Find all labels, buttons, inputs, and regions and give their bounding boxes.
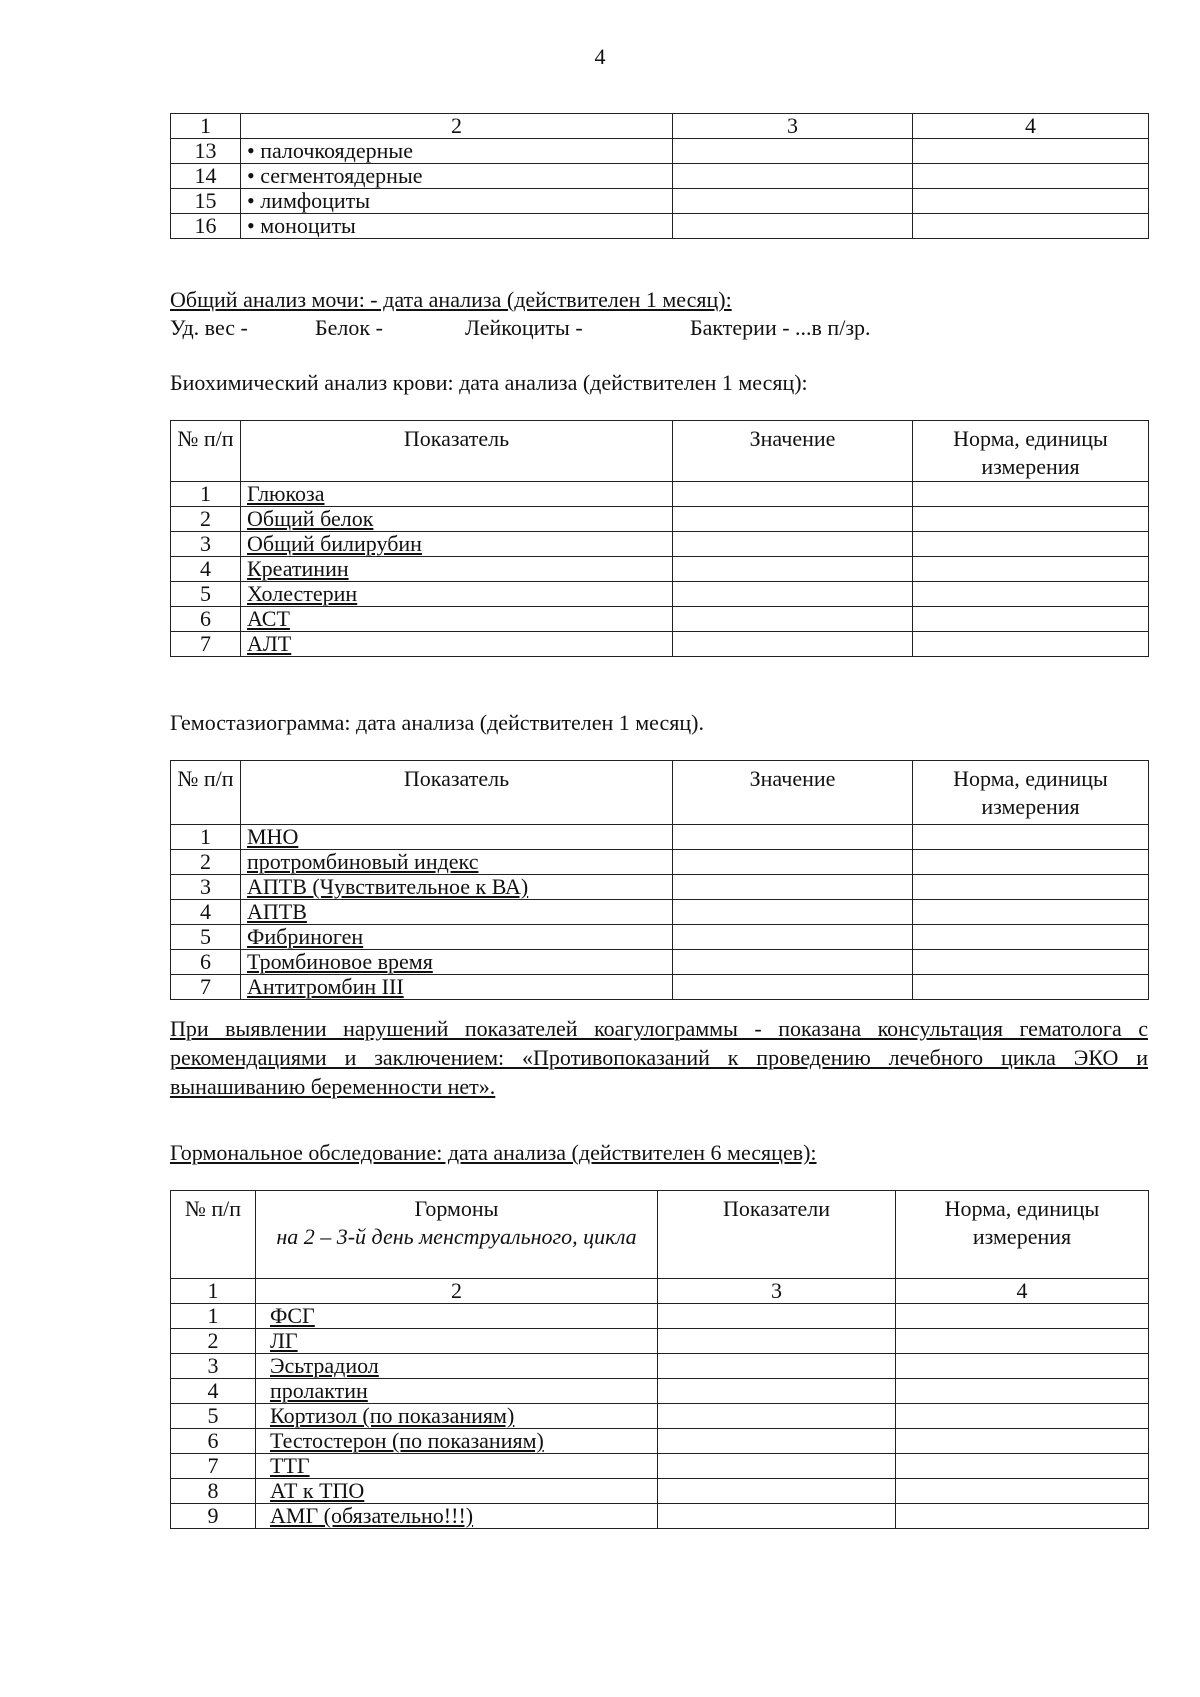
col-num-1: 1	[171, 1279, 256, 1304]
urine-bact: Бактерии - ...в п/зр.	[690, 315, 871, 340]
table-row	[171, 875, 1149, 900]
row-name: Фибриноген	[241, 925, 673, 950]
col-num-header: № п/п	[171, 1191, 256, 1279]
table-row	[171, 975, 1149, 1000]
col-num-2: 2	[256, 1279, 658, 1304]
table-hemostasis	[170, 760, 1149, 1000]
urine-protein: Белок -	[315, 315, 383, 340]
page-number: 4	[594, 44, 606, 69]
norm-cell[interactable]	[913, 825, 1149, 850]
row-name: Креатинин	[241, 557, 673, 582]
table-row	[171, 582, 1149, 607]
table-row	[171, 1354, 1149, 1379]
table-header-row	[171, 114, 1149, 139]
value-cell[interactable]	[673, 975, 913, 1000]
row-num: 7	[171, 975, 241, 1000]
table-row	[171, 532, 1149, 557]
col-indicator-header: Показатель	[241, 761, 673, 825]
row-num: 8	[171, 1479, 256, 1504]
table-row	[171, 1304, 1149, 1329]
urine-title: Общий анализ мочи: - дата анализа (действителен 1 месяц):	[170, 287, 732, 312]
row-num: 2	[171, 507, 241, 532]
col-norm-header: Норма, единицы измерения	[913, 761, 1149, 825]
col-num-4: 4	[896, 1279, 1149, 1304]
row-num: 1	[171, 482, 241, 507]
value-cell[interactable]	[658, 1429, 896, 1454]
value-cell[interactable]	[673, 925, 913, 950]
norm-cell[interactable]	[913, 189, 1149, 214]
norm-cell[interactable]	[913, 632, 1149, 657]
hormones-sublabel: на 2 – 3-й день менструального, цикла	[276, 1224, 637, 1249]
row-name: • палочкоядерные	[241, 139, 673, 164]
value-cell[interactable]	[673, 164, 913, 189]
table-row	[171, 850, 1149, 875]
hematologist-note: При выявлении нарушений показателей коагулограммы - показана консультация гематолога с рекомендациями и заключением: «Противопоказаний к проведению лечебного цикла ЭКО и вынашиванию беременности нет».	[170, 1016, 1148, 1099]
row-num: 6	[171, 1429, 256, 1454]
value-cell[interactable]	[658, 1379, 896, 1404]
norm-cell[interactable]	[896, 1454, 1149, 1479]
table-header-row	[171, 761, 1149, 825]
hormones-label: Гормоны	[414, 1196, 499, 1221]
row-name: • моноциты	[241, 214, 673, 239]
col-num-header: № п/п	[171, 761, 241, 825]
row-num: 4	[171, 900, 241, 925]
table-colnum-row	[171, 1279, 1149, 1304]
norm-cell[interactable]	[896, 1304, 1149, 1329]
norm-cell[interactable]	[913, 507, 1149, 532]
table-row	[171, 1379, 1149, 1404]
col-value-header: Значение	[673, 761, 913, 825]
value-cell[interactable]	[658, 1454, 896, 1479]
row-name: Холестерин	[241, 582, 673, 607]
value-cell[interactable]	[673, 189, 913, 214]
row-name: АПТВ	[241, 900, 673, 925]
col-num-header: № п/п	[171, 421, 241, 482]
hormones-title: Гормональное обследование: дата анализа (действителен 6 месяцев):	[170, 1140, 817, 1165]
row-name: Общий билирубин	[241, 532, 673, 557]
row-name: МНО	[241, 825, 673, 850]
norm-cell[interactable]	[913, 482, 1149, 507]
norm-cell[interactable]	[913, 900, 1149, 925]
row-num: 1	[171, 825, 241, 850]
norm-cell[interactable]	[913, 214, 1149, 239]
value-cell[interactable]	[673, 482, 913, 507]
row-num: 3	[171, 532, 241, 557]
row-name: АМГ (обязательно!!!)	[256, 1504, 658, 1529]
row-name: Эсьтрадиол	[256, 1354, 658, 1379]
row-name: ТТГ	[256, 1454, 658, 1479]
table-blood-count-cont	[170, 113, 1149, 239]
norm-cell[interactable]	[896, 1379, 1149, 1404]
table-row	[171, 1429, 1149, 1454]
row-name: • лимфоциты	[241, 189, 673, 214]
row-num: 2	[171, 850, 241, 875]
col-num-4: 4	[913, 114, 1149, 139]
value-cell[interactable]	[673, 850, 913, 875]
row-name: ЛГ	[256, 1329, 658, 1354]
table-row	[171, 482, 1149, 507]
value-cell[interactable]	[673, 214, 913, 239]
norm-cell[interactable]	[913, 607, 1149, 632]
biochem-title: Биохимический анализ крови: дата анализа (действителен 1 месяц):	[170, 370, 808, 395]
col-num-3: 3	[658, 1279, 896, 1304]
norm-cell[interactable]	[913, 950, 1149, 975]
col-num-3: 3	[673, 114, 913, 139]
row-num: 9	[171, 1504, 256, 1529]
table-row	[171, 1329, 1149, 1354]
row-num: 14	[171, 164, 241, 189]
value-cell[interactable]	[658, 1329, 896, 1354]
col-norm-header: Норма, единицы измерения	[896, 1191, 1149, 1279]
col-num-1: 1	[171, 114, 241, 139]
row-name: протромбиновый индекс	[241, 850, 673, 875]
row-name: Тромбиновое время	[241, 950, 673, 975]
value-cell[interactable]	[673, 557, 913, 582]
table-row	[171, 1454, 1149, 1479]
value-cell[interactable]	[673, 139, 913, 164]
value-cell[interactable]	[673, 607, 913, 632]
table-row	[171, 900, 1149, 925]
table-row	[171, 214, 1149, 239]
norm-cell[interactable]	[896, 1329, 1149, 1354]
table-header-row	[171, 421, 1149, 482]
row-name: • сегментоядерные	[241, 164, 673, 189]
row-num: 16	[171, 214, 241, 239]
col-indicator-header: Показатель	[241, 421, 673, 482]
row-name: ФСГ	[256, 1304, 658, 1329]
row-name: Антитромбин III	[241, 975, 673, 1000]
table-row	[171, 189, 1149, 214]
row-num: 15	[171, 189, 241, 214]
hemostasis-title: Гемостазиограмма: дата анализа (действителен 1 месяц).	[170, 710, 704, 735]
value-cell[interactable]	[673, 582, 913, 607]
value-cell[interactable]	[658, 1354, 896, 1379]
value-cell[interactable]	[673, 900, 913, 925]
norm-cell[interactable]	[913, 925, 1149, 950]
table-row	[171, 950, 1149, 975]
table-hormones	[170, 1190, 1149, 1529]
table-row	[171, 632, 1149, 657]
table-header-row	[171, 1191, 1149, 1279]
col-hormones-header	[256, 1191, 658, 1279]
value-cell[interactable]	[673, 507, 913, 532]
row-name: Кортизол (по показаниям)	[256, 1404, 658, 1429]
value-cell[interactable]	[658, 1504, 896, 1529]
norm-cell[interactable]	[913, 164, 1149, 189]
col-norm-header: Норма, единицы измерения	[913, 421, 1149, 482]
norm-cell[interactable]	[913, 557, 1149, 582]
row-num: 5	[171, 582, 241, 607]
table-row	[171, 1504, 1149, 1529]
table-row	[171, 507, 1149, 532]
urine-sg: Уд. вес -	[170, 315, 248, 340]
row-num: 13	[171, 139, 241, 164]
table-row	[171, 557, 1149, 582]
norm-cell[interactable]	[913, 875, 1149, 900]
row-name: АПТВ (Чувствительное к ВА)	[241, 875, 673, 900]
norm-cell[interactable]	[896, 1504, 1149, 1529]
value-cell[interactable]	[658, 1404, 896, 1429]
col-indicators-header: Показатели	[658, 1191, 896, 1279]
row-num: 6	[171, 607, 241, 632]
row-num: 7	[171, 632, 241, 657]
norm-cell[interactable]	[913, 582, 1149, 607]
norm-cell[interactable]	[913, 850, 1149, 875]
row-name: АЛТ	[241, 632, 673, 657]
table-row	[171, 607, 1149, 632]
row-num: 6	[171, 950, 241, 975]
row-num: 2	[171, 1329, 256, 1354]
row-num: 5	[171, 925, 241, 950]
col-value-header: Значение	[673, 421, 913, 482]
row-num: 4	[171, 557, 241, 582]
urine-leuk: Лейкоциты -	[465, 315, 583, 340]
norm-cell[interactable]	[896, 1404, 1149, 1429]
row-num: 3	[171, 1354, 256, 1379]
row-name: Глюкоза	[241, 482, 673, 507]
value-cell[interactable]	[673, 825, 913, 850]
table-row	[171, 925, 1149, 950]
value-cell[interactable]	[658, 1479, 896, 1504]
value-cell[interactable]	[658, 1304, 896, 1329]
norm-cell[interactable]	[913, 532, 1149, 557]
row-name: АСТ	[241, 607, 673, 632]
value-cell[interactable]	[673, 875, 913, 900]
table-row	[171, 164, 1149, 189]
value-cell[interactable]	[673, 950, 913, 975]
table-row	[171, 139, 1149, 164]
col-num-2: 2	[241, 114, 673, 139]
row-name: Общий белок	[241, 507, 673, 532]
table-row	[171, 1479, 1149, 1504]
norm-cell[interactable]	[896, 1479, 1149, 1504]
row-name: пролактин	[256, 1379, 658, 1404]
norm-cell[interactable]	[913, 975, 1149, 1000]
table-biochem	[170, 420, 1149, 657]
table-row	[171, 1404, 1149, 1429]
row-name: Тестостерон (по показаниям)	[256, 1429, 658, 1454]
norm-cell[interactable]	[896, 1429, 1149, 1454]
row-num: 3	[171, 875, 241, 900]
norm-cell[interactable]	[896, 1354, 1149, 1379]
row-num: 1	[171, 1304, 256, 1329]
norm-cell[interactable]	[913, 139, 1149, 164]
row-name: АТ к ТПО	[256, 1479, 658, 1504]
urine-fields	[170, 313, 1146, 342]
row-num: 5	[171, 1404, 256, 1429]
row-num: 7	[171, 1454, 256, 1479]
value-cell[interactable]	[673, 532, 913, 557]
value-cell[interactable]	[673, 632, 913, 657]
table-row	[171, 825, 1149, 850]
row-num: 4	[171, 1379, 256, 1404]
